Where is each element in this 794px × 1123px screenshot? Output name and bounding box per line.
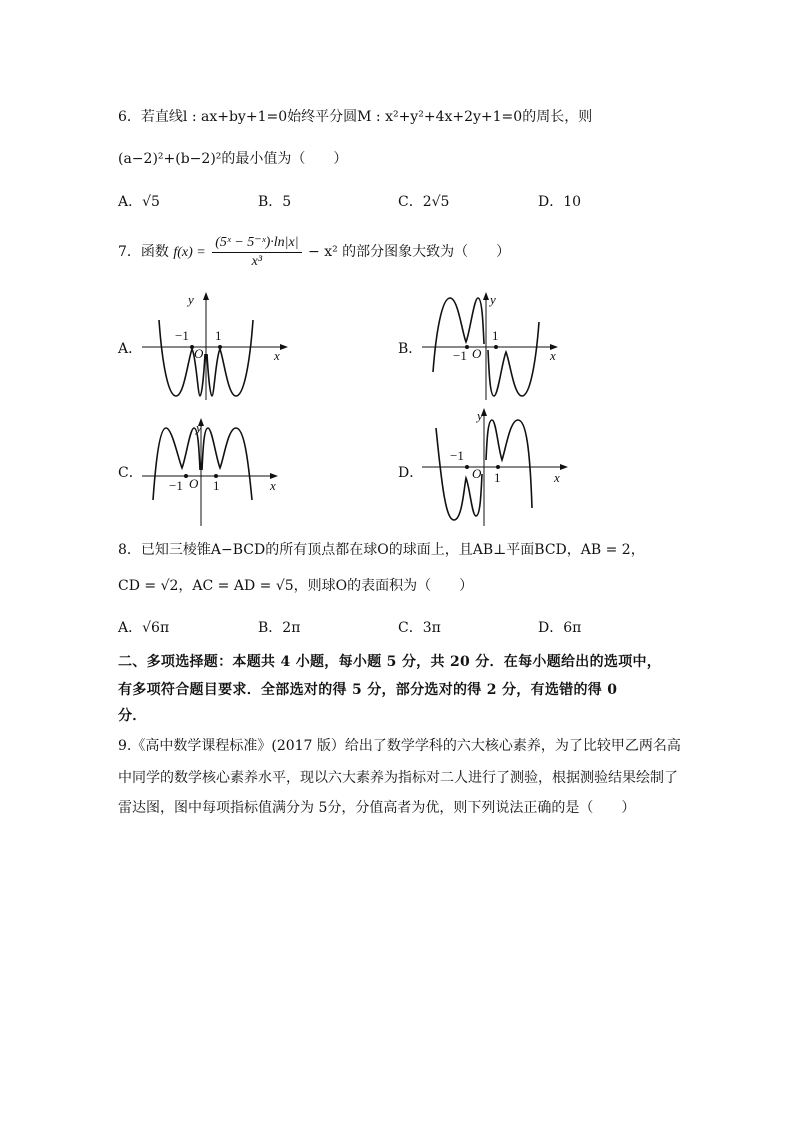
q7-stem (118, 232, 510, 273)
q8-option-d: D．6π (538, 620, 582, 636)
q8-option-c: C．3π (398, 620, 441, 636)
graph-a-x-label: x (274, 348, 280, 363)
graph-a-y-label: y (188, 292, 194, 307)
graph-b-x-label: x (550, 348, 556, 363)
section2-line2: 有多项符合题目要求．全部选对的得 5 分，部分选对的得 2 分，有选错的得 0 (118, 682, 618, 698)
graph-c-y-label: y (196, 420, 202, 435)
q6-line2: (a−2)²+(b−2)²的最小值为（ ） (118, 151, 348, 167)
section2-line3: 分． (118, 708, 147, 724)
q6-option-d: D．10 (538, 194, 582, 210)
q7-option-c-label: C． (118, 465, 143, 481)
graph-d-x-label: x (554, 470, 560, 485)
q9-line1: 9.《高中数学课程标准》(2017 版）给出了数学学科的六大核心素养，为了比较甲乙两名高 (118, 738, 681, 754)
q7-fraction (212, 234, 301, 271)
graph-d (422, 408, 572, 528)
q7-option-d-label: D． (398, 465, 424, 481)
graph-d-origin: O (472, 466, 482, 481)
graph-a-one: 1 (215, 328, 222, 343)
q6-line1: 6．若直线l : ax+by+1=0始终平分圆M : x²+y²+4x+2y+1=0的周长，则 (118, 109, 593, 125)
graph-c-one: 1 (213, 478, 220, 493)
graph-c-x-label: x (270, 478, 276, 493)
graph-b-origin: O (472, 346, 482, 361)
graph-c (142, 418, 292, 528)
graph-a-neg-one: −1 (175, 328, 189, 343)
graph-b-one: 1 (492, 328, 499, 343)
graph-b-neg-one: −1 (453, 348, 467, 363)
graph-b-y-label: y (490, 292, 496, 307)
graph-d-one: 1 (494, 470, 501, 485)
q9-line2: 中同学的数学核心素养水平，现以六大素养为指标对二人进行了测验，根据测验结果绘制了 (118, 770, 678, 786)
q7-numerator: (5ˣ − 5⁻ˣ)·ln|x| (212, 234, 301, 253)
q7-lhs: f(x) = (173, 245, 206, 260)
q8-option-a: A．√6π (118, 620, 170, 636)
q7-option-a-label: A． (118, 341, 143, 357)
q7-suffix: − x² 的部分图象大致为（ ） (308, 244, 511, 260)
q8-line2: CD = √2，AC = AD = √5，则球O的表面积为（ ） (118, 578, 474, 594)
q7-prefix: 7．函数 (118, 244, 169, 260)
graph-c-neg-one: −1 (169, 478, 183, 493)
graph-a (142, 292, 292, 402)
graph-a-origin: O (194, 346, 204, 361)
q7-denominator: x³ (251, 253, 263, 269)
graph-b (422, 292, 572, 402)
graph-d-y-label: y (477, 408, 483, 423)
q7-option-b-label: B． (398, 341, 423, 357)
q8-option-b: B．2π (258, 620, 301, 636)
section2-line1: 二、多项选择题：本题共 4 小题，每小题 5 分，共 20 分．在每小题给出的选项中， (118, 654, 662, 670)
graph-c-origin: O (189, 476, 199, 491)
graph-d-neg-one: −1 (450, 448, 464, 463)
q6-option-b: B．5 (258, 194, 292, 210)
q6-option-c: C．2√5 (398, 194, 450, 210)
q8-line1: 8．已知三棱锥A−BCD的所有顶点都在球O的球面上，且AB⊥平面BCD，AB = 2， (118, 542, 645, 558)
q6-option-a: A．√5 (118, 194, 160, 210)
q9-line3: 雷达图，图中每项指标值满分为 5分，分值高者为优，则下列说法正确的是（ ） (118, 800, 636, 816)
